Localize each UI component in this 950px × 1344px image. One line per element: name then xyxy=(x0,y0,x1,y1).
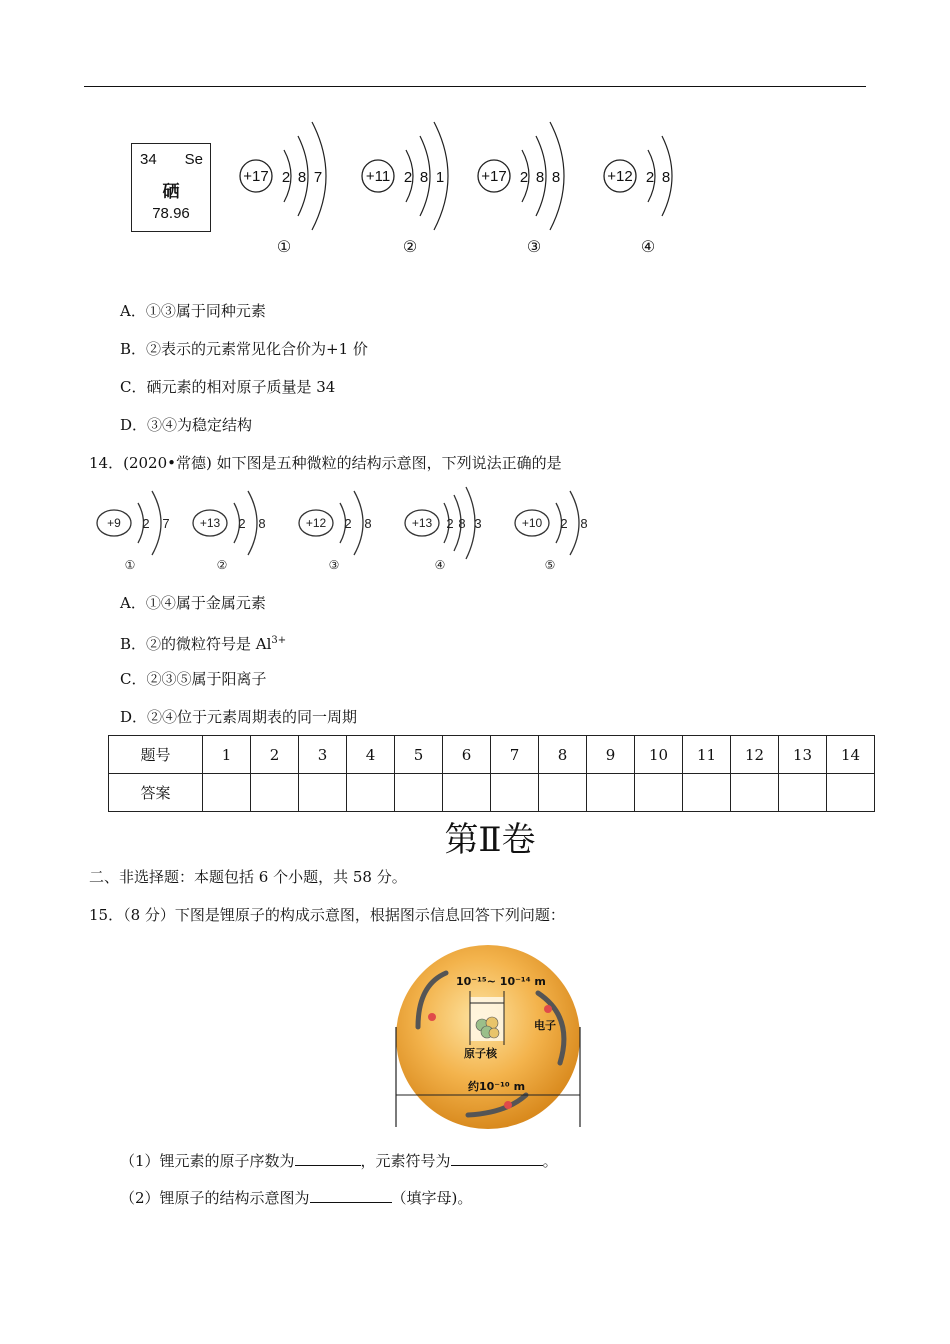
atomic-number: 34 xyxy=(140,151,157,168)
svg-text:2: 2 xyxy=(238,516,246,531)
svg-text:8: 8 xyxy=(551,169,561,186)
answer-cell[interactable] xyxy=(443,774,491,812)
q14-diagram-5 xyxy=(515,491,588,572)
answer-cell[interactable] xyxy=(587,774,635,812)
blank-atomic-number[interactable] xyxy=(295,1150,361,1166)
structure-diagram-3 xyxy=(478,122,564,256)
table-row-answers xyxy=(109,774,875,812)
answer-cell[interactable] xyxy=(251,774,299,812)
answer-cell[interactable] xyxy=(731,774,779,812)
table-row-numbers: 题号 1 2 3 4 5 6 7 8 9 10 11 12 13 14 xyxy=(109,736,875,774)
q14-stem: 14．(2020•常德) 如下图是五种微粒的结构示意图，下列说法正确的是 xyxy=(89,454,562,472)
svg-text:+13: +13 xyxy=(411,516,433,530)
answer-cell[interactable] xyxy=(635,774,683,812)
q15-sub2: （2）锂原子的结构示意图为 （填字母)。 xyxy=(120,1189,473,1207)
svg-text:②: ② xyxy=(216,558,228,572)
blank-element-symbol[interactable] xyxy=(451,1150,543,1166)
svg-text:+13: +13 xyxy=(199,516,221,530)
element-name: 硒 xyxy=(162,182,180,202)
svg-text:8: 8 xyxy=(458,516,466,531)
svg-text:2: 2 xyxy=(281,169,291,186)
svg-text:2: 2 xyxy=(519,169,529,186)
q13-option-b: B．②表示的元素常见化合价为+1 价 xyxy=(120,340,368,358)
lithium-atom-figure xyxy=(388,945,588,1129)
structure-diagram-2 xyxy=(362,122,448,256)
q15-sub1: （1）锂元素的原子序数为 ，元素符号为 。 xyxy=(120,1152,558,1170)
answer-cell[interactable] xyxy=(539,774,587,812)
table-header-question-number: 题号 xyxy=(109,736,203,774)
svg-text:2: 2 xyxy=(560,516,568,531)
svg-text:8: 8 xyxy=(535,169,545,186)
svg-text:7: 7 xyxy=(162,516,170,531)
answer-cell[interactable] xyxy=(779,774,827,812)
svg-text:8: 8 xyxy=(419,169,429,186)
q14-diagram-2 xyxy=(193,491,266,572)
q13-structure-diagrams xyxy=(230,112,690,262)
q14-option-d: D．②④位于元素周期表的同一周期 xyxy=(120,708,358,726)
answer-cell[interactable] xyxy=(347,774,395,812)
svg-text:8: 8 xyxy=(297,169,307,186)
nucleus-charge: +17 xyxy=(243,168,269,185)
electron-label: 电子 xyxy=(534,1019,556,1032)
atomic-mass: 78.96 xyxy=(152,205,190,222)
q14-option-a: A．①④属于金属元素 xyxy=(120,594,266,612)
svg-text:2: 2 xyxy=(403,169,413,186)
answer-cell[interactable] xyxy=(203,774,251,812)
electron-dot xyxy=(428,1013,436,1021)
svg-text:④: ④ xyxy=(640,239,656,256)
q14-diagram-3 xyxy=(299,491,372,572)
svg-text:8: 8 xyxy=(661,169,671,186)
svg-text:+11: +11 xyxy=(365,168,391,185)
blank-structure-choice[interactable] xyxy=(310,1187,392,1203)
svg-text:④: ④ xyxy=(434,558,446,572)
nucleus-label: 原子核 xyxy=(464,1047,497,1060)
nucleus-size-label: 10⁻¹⁵~ 10⁻¹⁴ m xyxy=(456,975,546,988)
svg-text:2: 2 xyxy=(142,516,150,531)
diagram-label: ① xyxy=(276,239,292,256)
section-title: 第Ⅱ卷 xyxy=(444,820,536,860)
answer-cell[interactable] xyxy=(683,774,731,812)
q13-option-a: A．①③属于同种元素 xyxy=(120,302,266,320)
q15-stem: 15．（8 分）下图是锂原子的构成示意图，根据图示信息回答下列问题： xyxy=(89,906,565,924)
svg-text:+9: +9 xyxy=(107,516,121,530)
svg-text:③: ③ xyxy=(526,239,542,256)
q14-structure-diagrams xyxy=(90,485,610,575)
q14-diagram-1 xyxy=(97,491,170,572)
svg-text:1: 1 xyxy=(435,169,445,186)
q13-option-d: D．③④为稳定结构 xyxy=(120,416,253,434)
svg-text:+17: +17 xyxy=(481,168,507,185)
svg-text:2: 2 xyxy=(446,516,454,531)
q13-option-c: C．硒元素的相对原子质量是 34 xyxy=(120,378,336,396)
structure-diagram-4 xyxy=(604,136,672,256)
element-symbol: Se xyxy=(184,151,203,168)
q14-option-b: B．②的微粒符号是 $Al^{3+}$ xyxy=(120,635,287,653)
answer-cell[interactable] xyxy=(299,774,347,812)
svg-text:②: ② xyxy=(402,239,418,256)
svg-text:7: 7 xyxy=(313,169,323,186)
svg-text:3: 3 xyxy=(474,516,482,531)
part2-heading: 二、非选择题：本题包括 6 个小题，共 58 分。 xyxy=(89,868,407,886)
answer-cell[interactable] xyxy=(491,774,539,812)
svg-text:8: 8 xyxy=(258,516,266,531)
selenium-element-card xyxy=(131,143,211,232)
svg-text:+12: +12 xyxy=(607,168,633,185)
svg-text:③: ③ xyxy=(328,558,340,572)
answer-cell[interactable] xyxy=(395,774,443,812)
svg-text:⑤: ⑤ xyxy=(544,558,556,572)
svg-text:8: 8 xyxy=(580,516,588,531)
electron-dot xyxy=(504,1101,512,1109)
svg-text:①: ① xyxy=(124,558,136,572)
answer-table xyxy=(108,735,875,812)
structure-diagram-1 xyxy=(240,122,326,256)
svg-text:+12: +12 xyxy=(305,516,327,530)
electron-dot xyxy=(544,1005,552,1013)
svg-text:2: 2 xyxy=(645,169,655,186)
header-rule xyxy=(84,86,866,87)
q14-option-c: C．②③⑤属于阳离子 xyxy=(120,670,267,688)
answer-cell[interactable] xyxy=(827,774,875,812)
svg-text:2: 2 xyxy=(344,516,352,531)
svg-text:+10: +10 xyxy=(521,516,543,530)
atom-size-label: 约10⁻¹⁰ m xyxy=(468,1080,526,1093)
svg-text:8: 8 xyxy=(364,516,372,531)
table-header-answer: 答案 xyxy=(109,774,203,812)
q14-diagram-4 xyxy=(405,487,482,572)
